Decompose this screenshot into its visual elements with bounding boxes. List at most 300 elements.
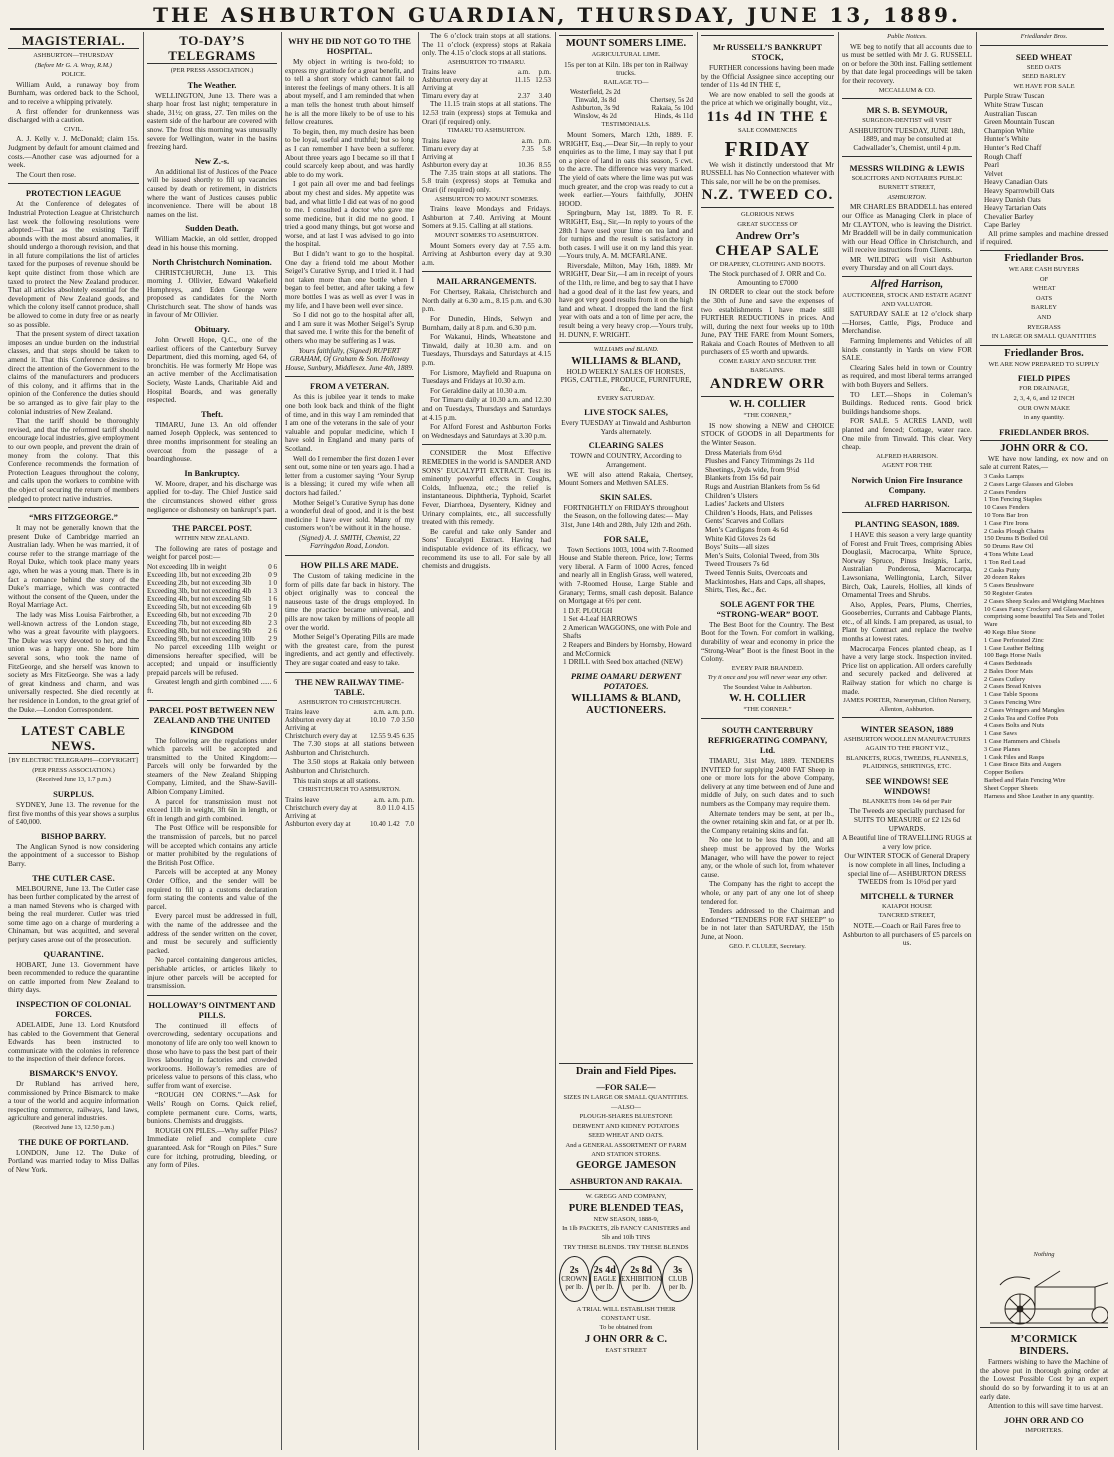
divider — [147, 518, 277, 519]
table-cell — [530, 84, 551, 92]
table-cell — [534, 153, 551, 161]
paragraph: To begin, then, my much desire has been to be loyal, useful and truthful; but so long as I can remember I have been a sufferer. About three years ago I became so ill that I could scarcely keep about, and was hardly able to do my work. — [285, 126, 414, 179]
seed-advert — [980, 45, 1108, 247]
list-item: Heavy Danish Oats — [984, 194, 1041, 204]
table-cell: a.m. — [373, 708, 386, 717]
table-cell: 2 0 — [268, 610, 277, 619]
paragraph: For Dunedin, Hinds, Selwyn and Burnham, daily at 8 p.m. and 6.30 p.m. — [422, 314, 551, 332]
item-heading: Theft. — [201, 408, 223, 419]
table-cell: a.m. — [373, 795, 386, 804]
magistrate: (Before Mr G. A. Wray, R.M.) — [35, 61, 112, 69]
rate-row — [147, 563, 277, 571]
column-1 — [8, 32, 139, 1450]
collier-advert — [701, 396, 834, 715]
list-item: Hunter’s Red Chaff — [984, 142, 1042, 152]
paragraph: SEED BARLEY — [1022, 73, 1066, 81]
paragraph: AND — [1036, 314, 1052, 322]
list-item: 1 Case Brace Bits and Augers — [984, 761, 1062, 769]
list-item: Men’s Cardigans from 4s 6d — [705, 524, 789, 534]
wilding-advert — [842, 156, 972, 274]
tea-blend-price: 2s 4d — [593, 1265, 616, 1277]
paragraph: The following are the regulations under which parcels will be accepted and transmitted to the United Kingdom:— Parcels will only be forwarded by the steamers of the New Zealand Shipping Company, Limited, and the Shaw-Savill-Albion Company Limited. — [147, 735, 277, 797]
paragraph: Mount Somers every day at 7.55 a.m. Arriving at Ashburton every day at 9.30 a.m. — [422, 240, 551, 267]
paragraph: CONSIDER the Most Effective REMEDIES in the world is SANDER AND SONS’ EUCALYPTI EXTRACT. Test its eminently powerful effects in Coughs, Colds, Influenza, etc.; the relief is instantaneous. Diphtheria, Typhoid, Scarlet Fever, Diarrhoea, Dysentery, Kidney and Urinary complaints, etc., all successfully treated with this remedy. — [422, 448, 551, 527]
list-item: 10 Tons Bar Iron — [984, 511, 1029, 519]
paragraph: At the Conference of delegates of Industrial Protection League at Christchurch last week the following resolutions were adopted:—That as the existing Tariff abounds with the most absurd anomalies, it should undergo a thorough revision, and that in all future compilations the list of articles taxed for the purposes of revenue should be kept quite distinct from those which are taxed to protect the New Zealand producer. That all articles absolutely essential for the development of New Zealand goods, and which the colony itself cannot produce, shall be allowed to come in duty free or as nearly so as possible. — [8, 199, 139, 329]
paragraph: Mother Seigel’s Curative Syrup has done a wonderful deal of good, and it is the best medicine I have ever sold. Many of my customers won’t be without it in the house. — [285, 497, 414, 533]
paragraph: Nothing — [1033, 1251, 1055, 1258]
williams-bland-advert — [559, 342, 693, 717]
tea-blend-name: CLUB — [668, 1275, 688, 1284]
divider — [8, 718, 139, 719]
table-cell: 8.55 — [538, 160, 551, 169]
table-cell: p.m. — [401, 795, 414, 804]
paragraph: The Soundest Value in Ashburton. — [723, 683, 812, 691]
table-cell: Rakaia, 5s 10d — [651, 104, 693, 113]
paragraph: All prime samples and machine dressed if required. — [980, 228, 1108, 247]
table-cell: 11.0 — [387, 803, 400, 812]
table-cell: a.m. — [521, 136, 534, 145]
list-item: 10 Cases Fancy Crockery and Glassware, comprising some beautiful Tea Sets and Toilet Ware — [984, 605, 1105, 629]
paragraph: A Beautiful line of TRAVELLING RUGS at a very low price. — [842, 833, 972, 851]
paragraph: IN LARGE OR SMALL QUANTITIES — [991, 333, 1097, 341]
table-cell: Ashburton, 3s 9d — [571, 104, 620, 113]
railage-row — [559, 104, 693, 112]
table-cell: a.m. — [387, 708, 400, 717]
paragraph: FIELD PIPES — [1017, 373, 1071, 384]
paragraph: Every TUESDAY at Tinwald and Ashburton Yards alternately. — [561, 418, 691, 436]
list-item: 1 Cask Files and Rasps — [984, 753, 1045, 761]
list-item: 4 Cases Bolts and Nuts — [984, 722, 1045, 730]
list-item: Rough Chaff — [984, 151, 1022, 161]
tea-blend-name: CROWN — [561, 1275, 588, 1284]
column-rule — [697, 32, 698, 1450]
paragraph: The 7.30 stops at all stations between Ashburton and Christchurch. — [285, 739, 414, 757]
paragraph: HOBART, June 13. Government have been recommended to reduce the quarantine on cattle imported from New Zealand to thirty days. — [8, 959, 139, 995]
house-name: KAIAPOI HOUSE — [881, 902, 932, 910]
paragraph: WELLINGTON, June 13. There was a sharp hoar frost last night; temperature in shade, 31½; on grass, 27. Ten miles on the eastern side of the harbour are covered with snow. The frost this morning was unusually severe for Wellington, water in the basins freezing hard. — [147, 90, 277, 152]
timetable-row — [422, 137, 551, 145]
paragraph: TO LET.—Shops in Coleman’s Buildings. Reduced rents. Good brick buildings handsome shops. — [842, 389, 972, 416]
paragraph: The following are rates of postage and weight for parcel post:— — [147, 543, 277, 562]
column-3 — [285, 32, 414, 1450]
paragraph: To be obtained from — [599, 1324, 653, 1332]
firm-name: Friedlander Bros. — [1004, 347, 1084, 359]
paragraph: PLOUGH-SHARES BLUESTONE — [579, 1113, 673, 1121]
paragraph: EVERY PAIR BRANDED. — [731, 664, 804, 672]
ad-footer: “THE CORNER.” — [743, 706, 792, 714]
john-orr-title: JOHN ORR & CO. — [1000, 442, 1088, 454]
subheading: WITHIN NEW ZEALAND. — [174, 535, 250, 543]
paragraph: AGENT FOR THE — [881, 462, 933, 470]
paragraph: IN ORDER to clear out the stock before the 30th of June and save the expenses of two establishments I have made still FURTHER REDUCTIONS in prices. And will, during the next four weeks up to 10th June, PAY THE FARE from Mount Somers, Rakaia and Coach Routes of Methven to all purchasers of £5 worth and upwards. — [701, 287, 834, 357]
paragraph: Mother Seigel’s Operating Pills are made with the greatest care, from the purest ingredients, and act gently and effectively. They are sugar coated and easy to take. — [285, 632, 414, 667]
table-cell: p.m. — [401, 708, 414, 717]
paragraph: The 7.35 train stops at all stations. The 5.8 train (express) stops at Temuka and Orari (if required) only. — [422, 167, 551, 194]
list-item: 1 Case Hammers and Chisels — [984, 738, 1061, 746]
paragraph: TIMARU, June 13. An old offender named Joseph Oppleck, was sentenced to three months imprisonment for stealing an overcoat from the passage of a boardinghouse. — [147, 419, 277, 464]
list-item: Heavy Sparrowbill Oats — [984, 185, 1055, 195]
signature: (Signed) A. J. SMITH, Chemist, 22 Farringdon Road, London. — [298, 532, 401, 551]
refrigerating-advert — [701, 718, 834, 951]
subheading: FOR SALE, — [603, 533, 649, 544]
rate-row — [147, 619, 277, 627]
planting-title: PLANTING SEASON, 1889. — [854, 518, 960, 529]
table-cell: 1 6 — [268, 594, 277, 603]
parcel-uk-heading: PARCEL POST BETWEEN NEW ZEALAND AND THE UNITED KINGDOM — [149, 704, 275, 735]
dentist-name: MR S. B. SEYMOUR, — [866, 105, 948, 116]
list-item: Tweed Trousers 7s 6d — [705, 559, 769, 569]
table-cell: Exceeding 2lb, but not exceeding 3lb — [147, 578, 252, 587]
postage-rate-table — [147, 563, 277, 643]
route-label: TIMARU TO ASHBURTON. — [447, 127, 526, 135]
paragraph: The Post Office will be responsible for the transmission of parcels, but no parcel will be accepted which contains any article or matter prohibited by the regulations of the British Post Office. — [147, 823, 277, 867]
street: EAST STREET — [605, 1346, 647, 1354]
winter-advert — [842, 717, 972, 947]
timetable — [422, 68, 551, 100]
column-rule — [143, 32, 144, 1450]
tea-blend-badge — [559, 1256, 590, 1302]
insurance-name: Norwich Union Fire Insurance Company. — [851, 474, 963, 495]
paragraph: The Custom of taking medicine in the form of pills date far back in history. The object originally was to conceal the nauseous taste of the drugs employed. In time the practice became universal, and pills are now taken by millions of people all over the world. — [285, 571, 414, 632]
paragraph: But I didn’t want to go to the hospital. One day a friend told me about Mother Seigel’s Curative Syrup, and I tried it. I had not taken more than one bottle when I began to feel better, and after taking a few more bottles I was as well as ever I was in my life, and I have been well ever since. — [285, 249, 414, 310]
divider — [8, 507, 139, 508]
item-heading: North Christchurch Nomination. — [152, 256, 272, 267]
paragraph: TOWN and COUNTRY, According to Arrangement. — [570, 451, 682, 469]
jameson-advert — [559, 1063, 693, 1186]
column-2 — [147, 32, 277, 1450]
paragraph: The continued ill effects of overcrowding, sedentary occupations and monotony of life are only too well known to those who have to pass the best part of their lives labouring in factories and crowded workrooms. Holloway’s remedies are of priceless value to persons of this class, who suffer from want of exercise. — [147, 1020, 277, 1090]
paragraph: Our WINTER STOCK of General Drapery is now complete in all lines, Including a special line of— ASHBURTON DRESS TWEEDS from 1s 10½d per yard — [844, 851, 970, 887]
list-item: Children’s Hoods, Hats, and Pelisses — [705, 507, 813, 517]
list-item: Green Mountain Tuscan — [984, 117, 1055, 127]
tea-blend-unit: per lb. — [595, 1283, 614, 1292]
paragraph: The Stock purchased of J. ORR and Co. Amounting to £7000 — [709, 269, 826, 287]
table-cell: Ashburton every day at — [422, 160, 488, 169]
harrison-advert — [842, 276, 972, 509]
paragraph: OF — [1039, 275, 1049, 283]
divider — [422, 444, 551, 445]
list-item: Copper Boilers — [984, 769, 1024, 777]
route-label: MOUNT SOMERS TO ASHBURTON. — [434, 231, 539, 239]
for-sale: —FOR SALE— — [596, 1082, 656, 1092]
signature: GEO. F. CLULEE, Secretary. — [729, 942, 806, 950]
paragraph: Greatest length and girth combined ...... 6 ft. — [147, 677, 277, 695]
table-cell: Exceeding 7lb, but not exceeding 8lb — [147, 618, 252, 627]
seed-list — [980, 92, 1108, 230]
veteran-heading: FROM A VETERAN. — [310, 381, 389, 392]
list-item: 2 Bales Door Mats — [984, 667, 1033, 675]
table-cell: Hinds, 4s 11d — [654, 112, 693, 121]
divider — [8, 183, 139, 184]
list-item: 20 dozen Rakes — [984, 574, 1026, 582]
firm-name: Friedlander Bros. — [1004, 253, 1084, 265]
ad-footer: ALFRED HARRISON. — [864, 498, 950, 509]
planting-advert — [842, 512, 972, 714]
list-item: Harness and Shoe Leather in any quantity. — [984, 792, 1094, 800]
tea-blend-badge — [590, 1256, 621, 1302]
column-rule — [281, 32, 282, 1450]
byline: (PER PRESS ASSOCIATION.) — [32, 766, 115, 774]
paragraph: That the tariff should be thoroughly revised, and that the reformed tariff should encourage local industries, give employment to our own people, and prevent the drain of money from the colony. That this Conference recommends the formation of Protection Leagues throughout the colony, and calls upon the workers to combine with the object of securing the return of members pledged to protect native industries. — [8, 416, 139, 503]
list-item: 1 Set 4-Leaf HARROWS — [563, 614, 638, 624]
paragraph: WE ARE CASH BUYERS — [1008, 266, 1080, 274]
table-cell: Timaru every day at — [422, 92, 479, 101]
railage-row — [559, 112, 693, 120]
subheading: ASHBURTON. — [887, 193, 927, 201]
section-label: CIVIL. — [64, 125, 83, 133]
table-cell: Christchurch every day at — [285, 732, 358, 741]
list-item: 5 Cases Brushware — [984, 582, 1034, 590]
paragraph: Be careful and take only Sander and Sons’ Eucalypti Extract. Having had indisputable evidence of its efficacy, we recommend its use to all. For sale by all chemists and druggists. — [422, 526, 551, 571]
timetable-row — [285, 804, 414, 812]
list-item: Men’s Suits, Colonial Tweed, from 30s — [705, 550, 820, 560]
paragraph: My object in writing is two-fold; to express my gratitude for a great benefit, and to tell a short story which cannot fail to interest the feelings of many others. It is all about myself, and I am reminded that when a man tells the honest truth about himself he is all the more likely to be of use to his fellow creatures. — [285, 57, 414, 127]
subheading: LIVE STOCK SALES, — [584, 407, 668, 418]
subheading: SKIN SALES. — [600, 491, 652, 502]
table-cell: Trains leave — [285, 795, 320, 804]
divider — [147, 700, 277, 701]
windows-headline: SEE WINDOWS! SEE WINDOWS! — [865, 775, 949, 796]
paragraph: W. GREGG AND COMPANY, — [585, 1193, 667, 1201]
list-item: Dress Materials from 6½d — [705, 447, 782, 457]
merchant-name: GEORGE JAMESON — [575, 1160, 677, 1172]
paragraph: Parcels will be accepted at any Money Order Office, and the sender will be required to fill up a customs declaration form stating the contents and value of the parcel. — [147, 867, 277, 911]
paragraph: In 1lb PACKETS, 2lb FANCY CANISTERS and 5lb and 10lb TINS — [562, 1225, 690, 1241]
paragraph: Dr Rubland has arrived here, commissioned by Prince Bismarck to make a tour of the world and acquire information respecting commerce, railways, land laws, agriculture and general industries. — [8, 1079, 139, 1123]
item-heading: BISHOP BARRY. — [40, 830, 107, 841]
teas-title: PURE BLENDED TEAS, — [568, 1202, 684, 1214]
paragraph: Farming Implements and Vehicles of all kinds constantly in Yards on view FOR SALE. — [842, 336, 972, 363]
paragraph: HOLD WEEKLY SALES OF HORSES, PIGS, CATTLE, PRODUCE, FURNITURE, &c., — [560, 366, 692, 393]
list-item: 40 Kegs Blue Stone — [984, 628, 1036, 636]
subheading: SOLICITORS AND NOTARIES PUBLIC — [851, 174, 963, 182]
column-rule — [838, 32, 839, 1450]
list-item: 2 Cases Bread Knives — [984, 683, 1042, 691]
table-cell: 3.50 — [401, 716, 414, 725]
table-cell: 2 9 — [268, 634, 277, 643]
paragraph: SALE COMMENCES — [737, 126, 798, 134]
table-cell: 7.35 — [521, 144, 534, 153]
item-heading: INSPECTION OF COLONIAL FORCES. — [16, 999, 131, 1020]
subheading: PRIME OAMARU DERWENT POTATOES. — [570, 670, 682, 691]
paragraph: Alternate tenders may be sent, at per lb., the owner retaining skin and fat, or at per lb. the Company retaining skins and fat. — [701, 808, 834, 835]
street: TANCRED STREET, — [878, 912, 936, 920]
paragraph: “ROUGH ON CORNS.”—Ask for Wells’ Rough on Corns. Quick relief, complete permanent cure. Corns, warts, bunions. Chemists and druggists. — [147, 1090, 277, 1126]
paragraph: I got pain all over me and bad feelings about my chest and sides. My appetite was bad, and what little I did eat was of no good to me. I consulted a doctor who gave me some medicine, but it did me no good. I tried a good many things, but got worse and worse, and at last I was advised to go into the hospital. — [285, 179, 414, 249]
list-item: Blankets from 15s 6d pair — [705, 473, 781, 483]
item-heading: QUARANTINE. — [43, 948, 104, 959]
route-label: CHRISTCHURCH TO ASHBURTON. — [298, 786, 401, 794]
railway-heading: THE NEW RAILWAY TIME-TABLE. — [294, 676, 405, 697]
paragraph: A TRIAL WILL ESTABLISH THEIR CONSTANT USE. — [576, 1306, 676, 1322]
timetable-row — [285, 812, 414, 820]
list-item: Australian Tuscan — [984, 108, 1037, 118]
table-cell: 11.15 — [514, 76, 530, 85]
latest-cable-heading: LATEST CABLE NEWS. — [8, 723, 139, 754]
rate-row — [147, 611, 277, 619]
signature: Yours faithfully, (Signed) RUPERT GRAHAM, Of Graham & Son. Holloway House, Sunbury, Middlesex. June 4th, 1889. — [285, 345, 414, 372]
holloway-heading: HOLLOWAY’S OINTMENT AND PILLS. — [148, 999, 276, 1020]
item-heading: The Weather. — [187, 79, 237, 90]
table-cell: Trains leave — [422, 136, 457, 145]
table-cell: 9.45 — [387, 732, 400, 741]
table-cell: a.m. — [517, 68, 530, 77]
route-label: ASHBURTON TO TIMARU. — [447, 58, 526, 66]
list-item: Ladies’ Jackets and Ulsters — [705, 499, 785, 509]
item-heading: SURPLUS. — [53, 788, 94, 799]
russell-advert — [701, 35, 834, 204]
paragraph: For Chertsey, Rakaia, Christchurch and North daily at 6.30 a.m., 8.15 p.m. and 6.30 p.m. — [422, 287, 551, 314]
list-item: 1 Ton Red Lead — [984, 558, 1026, 566]
tea-blend-unit: per lb. — [668, 1283, 687, 1292]
paragraph: The lady was Miss Louisa Fairbrother, a well-known actress of the London stage, who was a great favourite with playgoers. The Duke was very devoted to her, and the union was a happy one. She bore him several sons, who took the name of FitzGeorge, and she herself was known to society as Mrs FitzGeorge. She was a lady of great kindness and charm, and was universally respected. She died recently at her residence in London, to the great grief of the Duke.—London Correspondent. — [8, 610, 139, 714]
table-cell: 3.40 — [538, 92, 551, 101]
timetable-row — [422, 153, 551, 161]
harrison-title: Alfred Harrison, — [870, 279, 944, 291]
paragraph: NEW SEASON, 1888-9, — [593, 1215, 659, 1223]
paragraph: So I did not go to the hospital after all, and I am sure it was Mother Seigel’s Syrup that saved me. I write this for the benefit of others who may be suffering as I was. — [285, 310, 414, 345]
paragraph: The 3.50 stops at Rakaia only between Ashburton and Christchurch. — [285, 757, 414, 775]
drain-title: Drain and Field Pipes. — [575, 1066, 677, 1077]
paragraph: No parcel exceeding 11lb weight or dimensions hereafter specified, will be accepted; and unpaid or insufficiently prepaid parcels will be refused. — [147, 641, 277, 677]
binders-title: BINDERS. — [1019, 1346, 1069, 1358]
williams-bland-title: WILLIAMS & BLAND, — [571, 355, 681, 367]
railage-label: RAILAGE TO— — [603, 78, 649, 86]
paragraph: For Wakanui, Hinds, Wheatstone and Tinwald, daily at 10.30 a.m. and on Tuesdays, Thursdays and Saturdays at 4.15 p.m. — [422, 332, 551, 368]
list-item: 2 Cases Cutlery — [984, 675, 1026, 683]
list-item: Rugs and Austrian Blankets from 5s 6d — [705, 482, 820, 491]
paragraph: The Company has the right to accept the whole, or any part of any one lot of sheep tendered for. — [701, 879, 834, 906]
byline: (PER PRESS ASSOCIATION.) — [170, 67, 254, 74]
paragraph: For Geraldine daily at 10.30 a.m. — [430, 385, 527, 395]
paragraph: An additional list of Justices of the Peace will be issued shortly to fill up vacancies caused by death or retirement, in districts where the want of Justices causes public inconvenience. There will be about 18 names on the list. — [147, 166, 277, 219]
list-item: 1 D.F. PLOUGH — [563, 605, 613, 615]
table-cell: 1 3 — [268, 586, 277, 595]
table-cell — [368, 724, 386, 732]
list-item: White Kid Gloves 2s 6d — [705, 533, 776, 543]
table-cell — [512, 153, 534, 161]
list-item: 2 Reapers and Binders by Hornsby, Howard and McCormick — [563, 640, 692, 658]
section-label: POLICE. — [61, 71, 86, 79]
paragraph: WE HAVE FOR SALE — [1013, 82, 1075, 90]
rate-row — [147, 595, 277, 603]
paragraph: W. Moore, draper, and his discharge was applied for to-day. The Chief Justice said the circumstances showed either gross negligence or dishonesty on bankrupt’s part. — [147, 478, 277, 514]
list-item: Cape Barley — [984, 220, 1021, 230]
list-item: 2 Cases Large Glasses and Globes — [984, 480, 1074, 488]
paragraph: 2, 3, 4, 6, and 12 INCH — [1013, 395, 1075, 402]
table-cell — [368, 812, 386, 820]
ad-footer: ANDREW ORR — [709, 376, 826, 393]
list-item: White Straw Tuscan — [984, 99, 1044, 109]
ad-footer: N.Z. TWEED CO. — [701, 187, 834, 204]
railage-table — [559, 88, 693, 120]
received-note: (Received June 13, 1.7 p.m.) — [36, 776, 111, 784]
paragraph: For Alford Forest and Ashburton Forks on Wednesdays and Saturdays at 3.30 p.m. — [422, 422, 551, 440]
paragraph: EVERY SATURDAY. — [597, 394, 655, 402]
byline: [BY ELECTRIC TELEGRAPH—COPYRIGHT] — [9, 757, 138, 765]
firm-name: MITCHELL & TURNER — [860, 890, 954, 901]
paragraph: Macrocarpa Fences planted cheap, as I have a very large stock. Inspection invited. Price list on application. All orders carefully and securely packed and delivered at Railway station for which no charge is made. — [842, 643, 972, 696]
list-item: Children’s Ulsters — [705, 490, 758, 500]
column-5-lower — [559, 1060, 693, 1450]
teas-seller: J OHN ORR & C. — [585, 1333, 667, 1345]
table-cell — [400, 812, 414, 820]
table-cell: 2 6 — [268, 626, 277, 635]
paragraph: OF DRAPERY, CLOTHING AND BOOTS. — [709, 260, 826, 268]
dentist-title: SURGEON-DENTIST will VISIT — [862, 117, 952, 125]
tea-blend-price: 2s 8d — [630, 1265, 653, 1277]
table-cell — [386, 724, 400, 732]
price-headline: 11s 4d IN THE £ — [706, 108, 829, 125]
list-item: 4 Cases Bedsteads — [984, 660, 1033, 668]
list-item: Boys’ Suits—all sizes — [705, 542, 769, 552]
list-item: 1 Case Table Spoons — [984, 691, 1039, 699]
paragraph: Try it once and you will never wear any other. — [707, 674, 828, 682]
paragraph: BLANKETS, RUGS, TWEEDS, FLANNELS, PLAIDINGS, SHIRTINGS, ETC. — [845, 754, 969, 771]
buyers-advert — [980, 250, 1108, 342]
paragraph: A first offender for drunkenness was discharged with a caution. — [8, 106, 139, 125]
paragraph: And a GENERAL ASSORTMENT OF FARM AND STATION STORES. — [565, 1141, 687, 1158]
timetable — [285, 708, 414, 740]
paragraph: The 11.15 train stops at all stations. The 12.53 train (express) stops at Temuka and Orari (if required) only. — [422, 99, 551, 126]
tea-blend-price: 3s — [673, 1265, 683, 1277]
railage-row — [559, 96, 693, 104]
ad-footer: W. H. COLLIER — [729, 693, 806, 705]
tea-blend-unit: per lb. — [632, 1283, 651, 1292]
dateline: ASHBURTON—THURSDAY — [33, 52, 114, 59]
signature: ALFRED HARRISON. — [876, 452, 938, 460]
list-item: 1 Ton Fencing Staples — [984, 496, 1042, 504]
paragraph: SEED WHEAT AND OATS. — [588, 1132, 664, 1140]
column-rule — [976, 32, 977, 1450]
collier-title: W. H. COLLIER — [729, 399, 806, 411]
list-item: 2 Casks Plough Chains — [984, 527, 1045, 535]
paragraph: SATURDAY SALE at 12 o’clock sharp —Horses, Cattle, Pigs, Produce and Merchandise. — [842, 309, 972, 336]
paragraph: William Auld, a runaway boy from Burnham, was ordered back to the School, and to receive a whipping privately. — [8, 79, 139, 106]
table-cell: Exceeding 6lb, but not exceeding 7lb — [147, 610, 252, 619]
paragraph: Well do I remember the first dozen I ever sent out, some nine or ten years ago. I had a letter from a customer saying ‘Your Syrup is a blessing; it cured my wife when all doctors had failed.’ — [285, 453, 414, 497]
hospital-heading: WHY HE DID NOT GO TO THE HOSPITAL. — [288, 36, 411, 56]
ad-footer: FRIEDLANDER BROS. — [999, 426, 1089, 437]
table-cell: 2 3 — [268, 618, 277, 627]
column-7 — [842, 32, 972, 1450]
testimonial: Riversdale, Milton, May 16th, 1889. Mr WRIGHT, Dear Sir,—I am in receipt of yours of the 11th, re lime, and beg to say that I have had a good deal of it the last few years, and have got very good results from it on the high land and wheat. I dropped the land the first year with oats and a ton of lime per acre, the result being a very heavy crop.—Yours truly, H. DUNN, F. WRIGHT. — [559, 260, 693, 339]
timetable-row — [285, 724, 414, 732]
fitzgeorge-heading: “MRS FITZGEORGE.” — [29, 512, 118, 523]
ad-footer: IMPORTERS. — [1025, 1426, 1063, 1434]
field-pipes-advert — [980, 345, 1108, 437]
sale-item-list — [559, 607, 693, 667]
timetable-row — [285, 820, 414, 828]
russell-title: Mr RUSSELL’S BANKRUPT STOCK, — [712, 42, 823, 62]
table-cell: Ashburton every day at — [285, 819, 351, 828]
divider — [147, 995, 277, 996]
subheading: BURNETT STREET, — [878, 184, 936, 192]
timetable-row — [422, 68, 551, 76]
tea-blends — [559, 1256, 693, 1302]
received-note: (Received June 13, 12.50 p.m.) — [32, 1123, 115, 1131]
table-cell: 10.10 — [369, 716, 386, 725]
route-label: ASHBURTON TO CHRISTCHURCH. — [298, 698, 401, 706]
list-item: 150 Drums B Boiled Oil — [984, 535, 1048, 543]
column-rule — [555, 32, 556, 1450]
rate-row — [147, 587, 277, 595]
table-cell: 2.37 — [517, 92, 530, 101]
subheading: AUCTIONEER, STOCK AND ESTATE AGENT AND VALUATOR. — [842, 292, 972, 308]
list-item: Heavy Canadian Oats — [984, 177, 1048, 187]
paragraph: Clearing Sales held in town or Country as required, and most liberal terms arranged with both Buyers and Sellers. — [842, 362, 972, 389]
